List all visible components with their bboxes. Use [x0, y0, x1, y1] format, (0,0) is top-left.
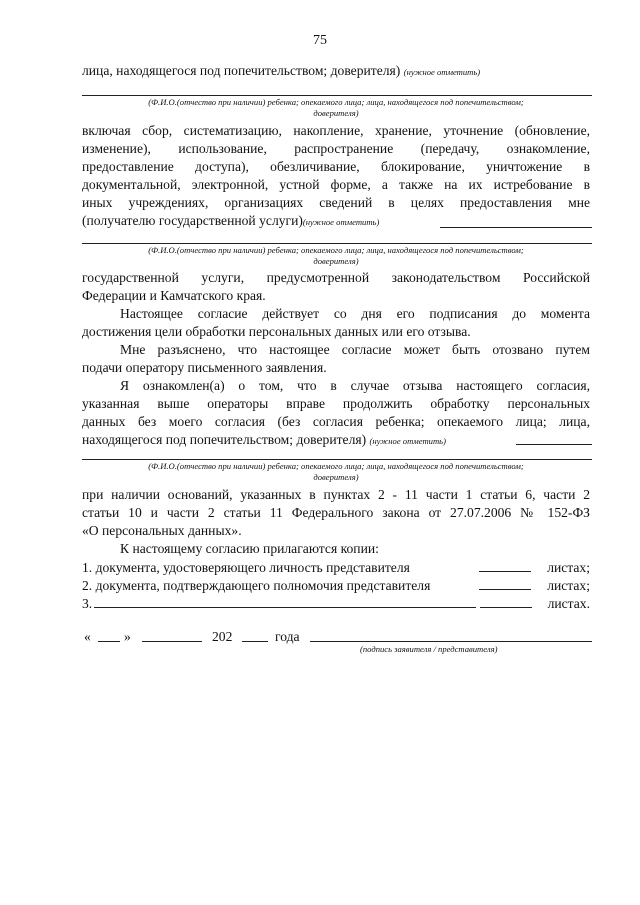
date-close-quote: » [124, 629, 131, 644]
signature-field[interactable] [310, 628, 592, 642]
para-1-last-note: (нужное отметить) [302, 217, 380, 227]
attachments-intro: К настоящему согласию прилагаются копии: [120, 541, 379, 556]
para-6-line-3: «О персональных данных». [82, 523, 242, 538]
para-1-line-3: предоставление доступа), обезличивание, блокирование, уничтожение в [82, 159, 590, 174]
para-1-line-2: изменение), использование, распространение (передачу, ознакомление, [82, 141, 590, 156]
attachment-item-3-label: 3. [82, 596, 93, 611]
para-5-line-3: данных без моего согласия (без согласия ребенка; опекаемого лица; лица, [82, 414, 590, 429]
para-1-line-6 [82, 212, 590, 231]
caption-2 [82, 245, 590, 267]
caption-1-line-1: (Ф.И.О.(отчество при наличии) ребенка; опекаемого лица; лица, находящегося под попечительством; [148, 97, 524, 107]
fill-line-2-short[interactable] [440, 227, 592, 228]
year-suffix: года [275, 629, 300, 644]
para-1-line-4: документальной, электронной, устной форме, а также на их истребование в [82, 177, 590, 192]
attachment-item-3-suffix: листах. [547, 596, 590, 611]
attachment-2-pages-field[interactable] [479, 576, 531, 590]
caption-2-line-1: (Ф.И.О.(отчество при наличии) ребенка; опекаемого лица; лица, находящегося под попечительством; [148, 245, 524, 255]
attachment-item-3 [82, 594, 590, 613]
date-open-quote: « [84, 629, 91, 644]
caption-2-line-2: доверителя) [313, 256, 359, 266]
caption-1 [82, 97, 590, 119]
fill-line-2[interactable] [82, 243, 592, 244]
para-4-line-1: Мне разъяснено, что настоящее согласие может быть отозвано путем [120, 342, 590, 357]
para-5-last-text: находящегося под попечительством; доверителя) [82, 432, 367, 447]
top-line-note: (нужное отметить) [403, 67, 481, 77]
attachment-item-1-label: 1. документа, удостоверяющего личность представителя [82, 560, 410, 575]
para-4-line-2: подачи оператору письменного заявления. [82, 360, 327, 375]
month-field[interactable] [142, 628, 202, 642]
para-5-line-1: Я ознакомлен(а) о том, что в случае отзыва настоящего согласия, [120, 378, 590, 393]
fill-line-1[interactable] [82, 95, 592, 96]
para-5-line-4 [82, 431, 590, 450]
attachment-3-pages-field[interactable] [480, 594, 532, 608]
para-2-line-2: Федерации и Камчатского края. [82, 288, 266, 303]
year-prefix: 202 [212, 629, 233, 644]
attachment-1-pages-field[interactable] [479, 558, 531, 572]
para-3-line-1: Настоящее согласие действует со дня его подписания до момента [120, 306, 590, 321]
signature-caption: (подпись заявителя / представителя) [360, 644, 498, 654]
attachment-item-1-suffix: листах; [547, 560, 590, 575]
para-5-last-note: (нужное отметить) [369, 436, 446, 446]
fill-line-3-short[interactable] [516, 444, 592, 445]
day-field[interactable] [98, 628, 120, 642]
para-3-line-2: достижения цели обработки персональных данных или его отзыва. [82, 324, 471, 339]
page-number: 75 [313, 33, 327, 48]
attachment-item-2 [82, 576, 590, 595]
attachment-item-2-label: 2. документа, подтверждающего полномочия представителя [82, 578, 431, 593]
para-6-line-1: при наличии оснований, указанных в пунктах 2 - 11 части 1 статьи 6, части 2 [82, 487, 590, 502]
caption-3-line-2: доверителя) [313, 472, 359, 482]
caption-3 [82, 461, 590, 483]
para-2-line-1: государственной услуги, предусмотренной законодательством Российской [82, 270, 590, 285]
year-field[interactable] [242, 628, 268, 642]
attachment-3-name-field[interactable] [94, 594, 476, 608]
attachment-item-2-suffix: листах; [547, 578, 590, 593]
para-1-line-5: иных учреждениях, организациях сведений в целях предоставления мне [82, 195, 590, 210]
para-1-last-text: (получателю государственной услуги) [82, 213, 303, 228]
attachment-item-1 [82, 558, 590, 577]
caption-3-line-1: (Ф.И.О.(отчество при наличии) ребенка; опекаемого лица; лица, находящегося под попечительством; [148, 461, 524, 471]
top-line-text: лица, находящегося под попечительством; доверителя) [82, 63, 401, 78]
fill-line-3[interactable] [82, 459, 592, 460]
para-5-line-2: указанная выше операторы вправе продолжить обработку персональных [82, 396, 590, 411]
caption-1-line-2: доверителя) [313, 108, 359, 118]
para-6-line-2: статьи 10 и части 2 статьи 11 Федерального закона от 27.07.2006 № 152-ФЗ [82, 505, 590, 520]
top-line [82, 62, 590, 81]
para-1-line-1: включая сбор, систематизацию, накопление, хранение, уточнение (обновление, [82, 123, 590, 138]
